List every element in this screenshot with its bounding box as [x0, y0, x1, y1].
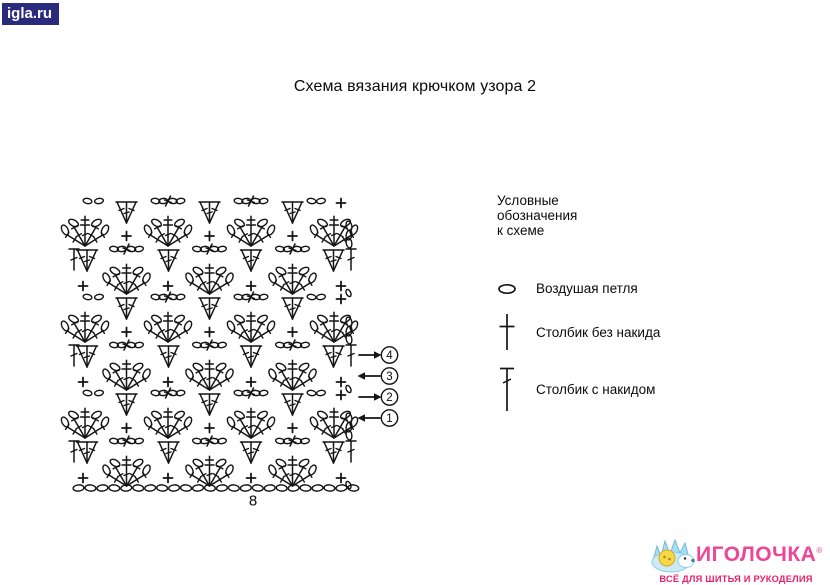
legend-item-double-crochet [497, 366, 655, 412]
igla-ru-watermark: igla.ru [2, 3, 59, 25]
logo-tagline: ВСЁ ДЛЯ ШИТЬЯ И РУКОДЕЛИЯ [659, 574, 813, 584]
legend-label-chain: Воздушая петля [536, 281, 638, 296]
chart-row-8 [83, 292, 346, 319]
single-crochet-icon [497, 313, 517, 351]
svg-text:3: 3 [386, 371, 393, 383]
svg-text:4: 4 [386, 350, 393, 362]
row-marker-4 [359, 347, 398, 363]
foundation-count-label: 8 [248, 492, 258, 510]
chart-row-4 [83, 388, 346, 415]
logo-brand-name [696, 540, 823, 566]
legend-title: Условные обозначения к схеме [497, 193, 578, 238]
hedgehog-mascot-icon [648, 533, 696, 573]
legend-label-double-crochet: Столбик с накидом [536, 381, 656, 397]
row-marker-3 [358, 368, 398, 384]
legend-label-single-crochet: Столбик без накида [536, 324, 661, 340]
row-marker-2 [359, 389, 398, 405]
registered-mark: ® [816, 546, 823, 555]
page-title: Схема вязания крючком узора 2 [293, 78, 537, 95]
igolochka-logo [648, 533, 824, 584]
svg-text:2: 2 [386, 392, 393, 404]
chart-row-5 [79, 360, 353, 393]
row-marker-1 [358, 410, 398, 426]
svg-text:1: 1 [386, 413, 393, 425]
logo-brand-text: ИГОЛОЧКА [696, 543, 817, 566]
foundation-chain [73, 484, 359, 491]
chart-row-9 [79, 264, 353, 297]
legend-item-single-crochet [497, 313, 660, 351]
double-crochet-icon [497, 366, 517, 412]
chain-stitch-icon [497, 282, 517, 296]
crochet-chart-svg [55, 190, 405, 515]
crochet-chart [55, 190, 405, 515]
legend-item-chain [497, 281, 638, 296]
chart-row-12 [83, 196, 346, 223]
chart-row-1 [79, 456, 353, 489]
